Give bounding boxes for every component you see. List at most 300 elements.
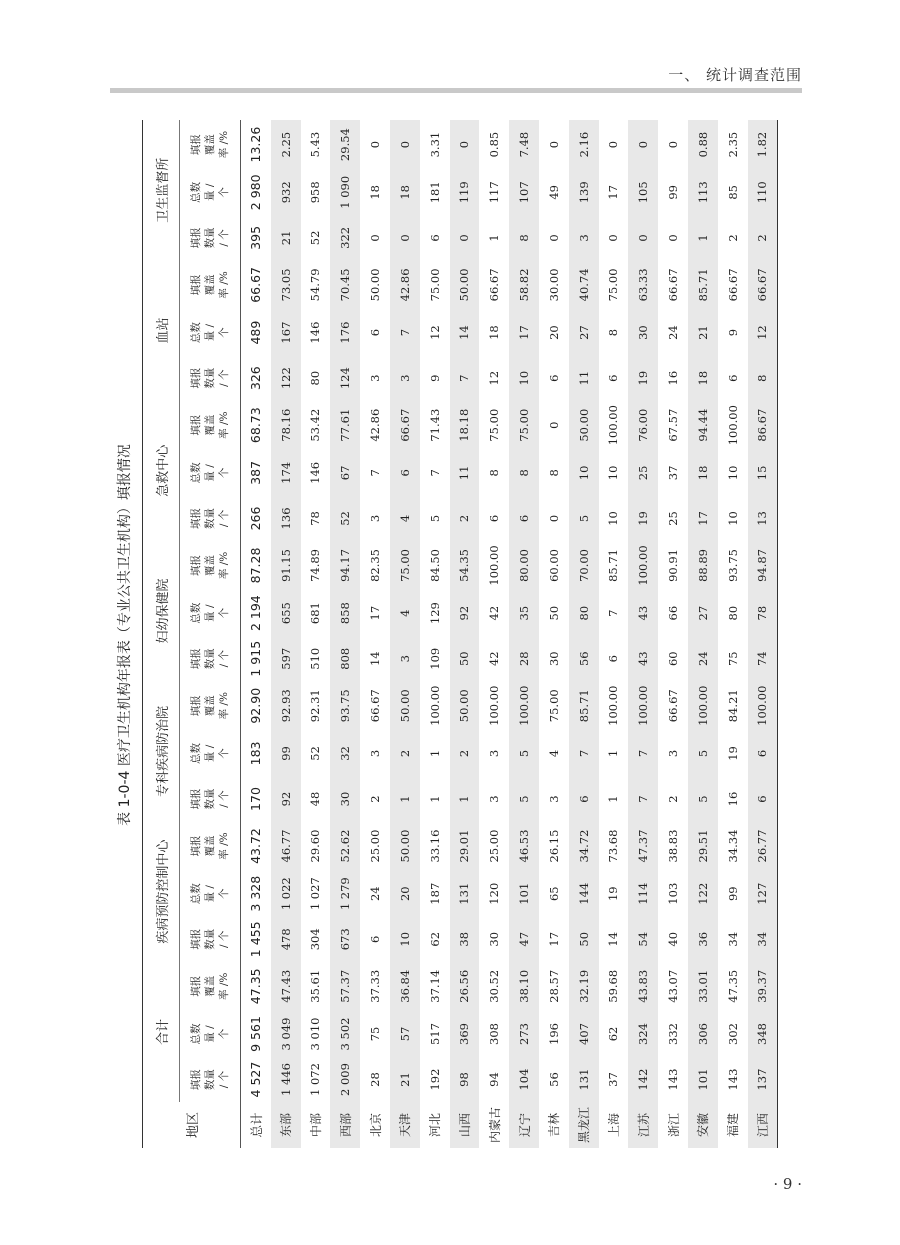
value-cell: 85.71 xyxy=(606,548,621,582)
value-cell: 77.61 xyxy=(330,401,360,450)
value-cell: 0 xyxy=(368,140,383,149)
value-cell: 88.89 xyxy=(688,541,718,590)
value-cell: 29.60 xyxy=(308,829,323,863)
value-cell: 26.77 xyxy=(748,821,778,870)
value-cell: 34.34 xyxy=(725,829,740,863)
value-cell: 43 xyxy=(628,590,658,636)
value-cell: 5 xyxy=(569,496,599,541)
group-header: 疾病预防控制中心 xyxy=(143,821,180,961)
value-cell: 75.00 xyxy=(487,408,502,442)
region-cell: 安徽 xyxy=(688,1102,718,1148)
value-cell: 2 xyxy=(748,215,778,260)
value-cell: 1 090 xyxy=(330,169,360,215)
value-cell: 32 xyxy=(330,730,360,776)
value-cell: 70.00 xyxy=(569,541,599,590)
value-cell: 0 xyxy=(390,215,420,260)
value-cell: 75.00 xyxy=(509,401,539,450)
value-cell: 3 xyxy=(487,795,502,803)
value-cell: 9 561 xyxy=(248,1016,264,1052)
value-cell: 66 xyxy=(666,605,681,621)
value-cell: 19 xyxy=(628,356,658,401)
value-cell: 119 xyxy=(450,169,480,215)
value-cell: 100.00 xyxy=(427,685,442,726)
value-cell: 510 xyxy=(308,647,323,670)
value-cell: 19 xyxy=(606,886,621,902)
value-cell: 99 xyxy=(725,886,740,902)
table-row xyxy=(628,120,658,1148)
value-cell: 3 010 xyxy=(308,1017,323,1051)
value-cell: 54.35 xyxy=(450,541,480,590)
region-cell: 中部 xyxy=(308,1113,323,1138)
value-cell: 50.00 xyxy=(569,401,599,450)
value-cell: 1 xyxy=(427,749,442,758)
value-cell: 6 xyxy=(390,450,420,496)
value-cell: 24 xyxy=(688,636,718,681)
value-cell: 93.75 xyxy=(330,681,360,730)
sub-header: 总数 量 / 个 xyxy=(180,1011,241,1057)
value-cell: 60.00 xyxy=(546,548,561,582)
value-cell: 73.05 xyxy=(271,260,301,309)
value-cell: 2 194 xyxy=(248,595,264,632)
value-cell: 94.44 xyxy=(688,401,718,450)
value-cell: 74.89 xyxy=(308,548,323,582)
value-cell: 25.00 xyxy=(487,829,502,863)
value-cell: 52 xyxy=(330,496,360,541)
value-cell: 1 xyxy=(427,795,442,803)
value-cell: 20 xyxy=(390,871,420,917)
value-cell: 93.75 xyxy=(725,548,740,582)
value-cell: 0 xyxy=(606,234,621,242)
value-cell: 2.25 xyxy=(271,120,301,169)
sub-header: 填报 数量 / 个 xyxy=(180,215,241,260)
value-cell: 84.50 xyxy=(427,548,442,582)
value-cell: 47.35 xyxy=(725,969,740,1003)
value-cell: 124 xyxy=(330,356,360,401)
value-cell: 9 xyxy=(427,374,442,382)
value-cell: 105 xyxy=(628,169,658,215)
value-cell: 47 xyxy=(509,917,539,962)
value-cell: 6 xyxy=(427,234,442,242)
sub-header: 填报 覆盖 率 /% xyxy=(180,260,241,309)
value-cell: 6 xyxy=(368,935,383,943)
value-cell: 67.57 xyxy=(666,408,681,442)
value-cell: 26.56 xyxy=(450,962,480,1011)
group-header: 合计 xyxy=(143,962,180,1102)
region-cell: 江西 xyxy=(748,1102,778,1148)
value-cell: 33.16 xyxy=(427,829,442,863)
value-cell: 52.62 xyxy=(330,821,360,870)
value-cell: 66.67 xyxy=(248,267,264,303)
value-cell: 56 xyxy=(569,636,599,681)
value-cell: 87.28 xyxy=(248,547,264,584)
value-cell: 6 xyxy=(569,777,599,822)
value-cell: 34.72 xyxy=(569,821,599,870)
value-cell: 39.37 xyxy=(748,962,778,1011)
value-cell: 18 xyxy=(487,325,502,340)
value-cell: 3 049 xyxy=(271,1011,301,1057)
value-cell: 10 xyxy=(509,356,539,401)
value-cell: 0.85 xyxy=(487,131,502,158)
value-cell: 30 xyxy=(330,777,360,822)
value-cell: 94.17 xyxy=(330,541,360,590)
value-cell: 10 xyxy=(606,511,621,526)
value-cell: 20 xyxy=(546,325,561,340)
sub-header: 填报 覆盖 率 /% xyxy=(180,401,241,450)
value-cell: 0 xyxy=(546,140,561,149)
value-cell: 107 xyxy=(509,169,539,215)
value-cell: 37.14 xyxy=(427,969,442,1003)
value-cell: 66.67 xyxy=(725,268,740,302)
value-cell: 143 xyxy=(725,1068,740,1091)
value-cell: 7 xyxy=(628,777,658,822)
value-cell: 60 xyxy=(666,651,681,667)
value-cell: 86.67 xyxy=(748,401,778,450)
value-cell: 489 xyxy=(248,320,264,345)
value-cell: 2 xyxy=(450,496,480,541)
value-cell: 0 xyxy=(390,120,420,169)
value-cell: 63.33 xyxy=(628,260,658,309)
value-cell: 38 xyxy=(450,917,480,962)
header-rule xyxy=(110,88,802,93)
sub-header: 填报 覆盖 率 /% xyxy=(180,821,241,870)
value-cell: 36.84 xyxy=(390,962,420,1011)
value-cell: 0 xyxy=(368,234,383,242)
value-cell: 101 xyxy=(509,871,539,917)
value-cell: 75.00 xyxy=(606,268,621,302)
value-cell: 7 xyxy=(606,609,621,617)
value-cell: 12 xyxy=(427,325,442,340)
value-cell: 1 455 xyxy=(248,921,264,958)
value-cell: 387 xyxy=(248,460,264,485)
sub-header: 填报 数量 / 个 xyxy=(180,636,241,681)
value-cell: 10 xyxy=(606,465,621,481)
value-cell: 1 xyxy=(606,795,621,803)
value-cell: 1 xyxy=(606,749,621,758)
region-cell: 河北 xyxy=(428,1113,443,1138)
value-cell: 1 xyxy=(450,777,480,822)
value-cell: 15 xyxy=(748,450,778,496)
sub-header: 填报 覆盖 率 /% xyxy=(180,962,241,1011)
value-cell: 24 xyxy=(666,325,681,340)
value-cell: 304 xyxy=(308,928,323,951)
value-cell: 3 xyxy=(487,749,502,758)
value-cell: 395 xyxy=(248,225,264,250)
value-cell: 78.16 xyxy=(271,401,301,450)
region-cell: 黑龙江 xyxy=(569,1102,599,1148)
value-cell: 100.00 xyxy=(487,685,502,726)
value-cell: 16 xyxy=(725,791,740,807)
value-cell: 66.67 xyxy=(368,689,383,723)
value-cell: 50.00 xyxy=(390,681,420,730)
value-cell: 57 xyxy=(390,1011,420,1057)
value-cell: 597 xyxy=(271,636,301,681)
value-cell: 10 xyxy=(725,511,740,526)
value-cell: 34 xyxy=(725,931,740,947)
region-cell: 江苏 xyxy=(628,1102,658,1148)
value-cell: 25 xyxy=(666,511,681,526)
value-cell: 4 527 xyxy=(248,1061,264,1098)
region-column-header: 地区 xyxy=(143,1102,241,1148)
value-cell: 33.01 xyxy=(688,962,718,1011)
value-cell: 29.51 xyxy=(688,821,718,870)
value-cell: 478 xyxy=(271,917,301,962)
value-cell: 1 446 xyxy=(271,1057,301,1102)
value-cell: 3 xyxy=(368,749,383,758)
value-cell: 50.00 xyxy=(368,268,383,302)
value-cell: 7 xyxy=(390,309,420,355)
value-cell: 100.00 xyxy=(487,545,502,586)
table-row xyxy=(450,120,480,1148)
sub-header: 总数 量 / 个 xyxy=(180,450,241,496)
value-cell: 27 xyxy=(569,309,599,355)
value-cell: 19 xyxy=(725,746,740,761)
value-cell: 50.00 xyxy=(390,821,420,870)
value-cell: 3 xyxy=(666,749,681,758)
value-cell: 100.00 xyxy=(688,681,718,730)
value-cell: 37.33 xyxy=(368,969,383,1003)
value-cell: 2 xyxy=(725,234,740,242)
value-cell: 7.48 xyxy=(509,120,539,169)
value-cell: 144 xyxy=(569,871,599,917)
value-cell: 1.82 xyxy=(748,120,778,169)
value-cell: 6 xyxy=(748,777,778,822)
table-row xyxy=(718,120,748,1148)
value-cell: 50 xyxy=(450,636,480,681)
value-cell: 42 xyxy=(487,605,502,621)
sub-header: 填报 数量 / 个 xyxy=(180,1057,241,1102)
value-cell: 122 xyxy=(271,356,301,401)
table-row xyxy=(569,120,599,1148)
region-cell: 天津 xyxy=(390,1102,420,1148)
value-cell: 16 xyxy=(666,370,681,386)
value-cell: 76.00 xyxy=(628,401,658,450)
value-cell: 332 xyxy=(666,1023,681,1045)
value-cell: 3 xyxy=(368,374,383,382)
table-row xyxy=(748,120,778,1148)
value-cell: 2 009 xyxy=(330,1057,360,1102)
value-cell: 35.61 xyxy=(308,969,323,1003)
rotated-content xyxy=(110,110,802,1160)
table-row xyxy=(360,120,390,1148)
value-cell: 92.93 xyxy=(271,681,301,730)
value-cell: 17 xyxy=(368,605,383,621)
value-cell: 66.67 xyxy=(390,401,420,450)
value-cell: 94 xyxy=(487,1072,502,1087)
value-cell: 21 xyxy=(688,309,718,355)
value-cell: 4 xyxy=(390,590,420,636)
value-cell: 37 xyxy=(666,465,681,481)
value-cell: 4 xyxy=(546,749,561,758)
value-cell: 99 xyxy=(666,185,681,200)
value-cell: 62 xyxy=(606,1026,621,1042)
value-cell: 0 xyxy=(450,215,480,260)
value-cell: 26.15 xyxy=(546,829,561,863)
value-cell: 48 xyxy=(308,791,323,807)
value-cell: 7 xyxy=(450,356,480,401)
table-body xyxy=(241,120,778,1148)
value-cell: 187 xyxy=(427,882,442,905)
value-cell: 21 xyxy=(271,215,301,260)
sub-header: 填报 覆盖 率 /% xyxy=(180,541,241,590)
value-cell: 27 xyxy=(688,590,718,636)
value-cell: 6 xyxy=(509,496,539,541)
value-cell: 92.90 xyxy=(248,687,264,724)
value-cell: 131 xyxy=(450,871,480,917)
value-cell: 49 xyxy=(546,185,561,200)
value-cell: 12 xyxy=(748,309,778,355)
value-cell: 348 xyxy=(748,1011,778,1057)
value-cell: 59.68 xyxy=(606,969,621,1003)
data-table xyxy=(142,120,778,1148)
value-cell: 183 xyxy=(248,741,264,766)
value-cell: 932 xyxy=(271,169,301,215)
value-cell: 66.67 xyxy=(487,268,502,302)
value-cell: 66.67 xyxy=(748,260,778,309)
value-cell: 8 xyxy=(606,328,621,337)
value-cell: 54 xyxy=(628,917,658,962)
value-cell: 73.68 xyxy=(606,829,621,863)
sub-header-row xyxy=(180,120,241,1148)
value-cell: 42 xyxy=(487,651,502,667)
value-cell: 109 xyxy=(427,647,442,670)
sub-header: 总数 量 / 个 xyxy=(180,871,241,917)
value-cell: 517 xyxy=(427,1023,442,1045)
value-cell: 6 xyxy=(546,374,561,382)
value-cell: 92.31 xyxy=(308,689,323,723)
value-cell: 40.74 xyxy=(569,260,599,309)
value-cell: 117 xyxy=(487,181,502,204)
value-cell: 369 xyxy=(450,1011,480,1057)
value-cell: 14 xyxy=(606,931,621,947)
sub-header: 总数 量 / 个 xyxy=(180,309,241,355)
value-cell: 78 xyxy=(748,590,778,636)
value-cell: 37 xyxy=(606,1072,621,1087)
value-cell: 127 xyxy=(748,871,778,917)
value-cell: 80 xyxy=(725,605,740,621)
value-cell: 0 xyxy=(628,215,658,260)
value-cell: 11 xyxy=(569,356,599,401)
value-cell: 85.71 xyxy=(569,681,599,730)
value-cell: 3.31 xyxy=(427,131,442,158)
value-cell: 42.86 xyxy=(390,260,420,309)
value-cell: 19 xyxy=(628,496,658,541)
value-cell: 0.88 xyxy=(688,120,718,169)
value-cell: 12 xyxy=(487,370,502,386)
value-cell: 3 328 xyxy=(248,875,264,912)
value-cell: 8 xyxy=(487,469,502,477)
value-cell: 21 xyxy=(390,1057,420,1102)
value-cell: 50.00 xyxy=(450,260,480,309)
value-cell: 56 xyxy=(546,1072,561,1087)
value-cell: 53.42 xyxy=(308,408,323,442)
rotated-table-area xyxy=(110,110,802,1160)
value-cell: 9 xyxy=(725,328,740,337)
value-cell: 11 xyxy=(450,450,480,496)
value-cell: 6 xyxy=(725,374,740,382)
value-cell: 80 xyxy=(308,370,323,386)
value-cell: 174 xyxy=(271,450,301,496)
value-cell: 2.16 xyxy=(569,120,599,169)
value-cell: 43.83 xyxy=(628,962,658,1011)
table-row xyxy=(509,120,539,1148)
table-row xyxy=(271,120,301,1148)
value-cell: 137 xyxy=(748,1057,778,1102)
value-cell: 85.71 xyxy=(688,260,718,309)
value-cell: 129 xyxy=(427,602,442,625)
value-cell: 17 xyxy=(509,309,539,355)
value-cell: 146 xyxy=(308,461,323,484)
table-title: 表 1-0-4 医疗卫生机构年报表（专业公共卫生机构）填报情况 xyxy=(117,444,133,826)
value-cell: 808 xyxy=(330,636,360,681)
value-cell: 98 xyxy=(450,1057,480,1102)
value-cell: 47.43 xyxy=(271,962,301,1011)
page-number: · 9 · xyxy=(773,1175,802,1193)
value-cell: 407 xyxy=(569,1011,599,1057)
value-cell: 18 xyxy=(390,169,420,215)
value-cell: 75 xyxy=(368,1026,383,1042)
value-cell: 100.00 xyxy=(628,541,658,590)
value-cell: 3 xyxy=(546,795,561,803)
value-cell: 10 xyxy=(569,450,599,496)
value-cell: 306 xyxy=(688,1011,718,1057)
value-cell: 18.18 xyxy=(450,401,480,450)
value-cell: 2 xyxy=(390,730,420,776)
sub-header: 总数 量 / 个 xyxy=(180,590,241,636)
table-row xyxy=(688,120,718,1148)
value-cell: 114 xyxy=(628,871,658,917)
value-cell: 30 xyxy=(628,309,658,355)
value-cell: 24 xyxy=(368,886,383,902)
value-cell: 28 xyxy=(368,1072,383,1087)
value-cell: 43 xyxy=(628,636,658,681)
value-cell: 273 xyxy=(509,1011,539,1057)
value-cell: 94.87 xyxy=(748,541,778,590)
value-cell: 1 xyxy=(487,234,502,242)
value-cell: 104 xyxy=(509,1057,539,1102)
value-cell: 18 xyxy=(368,185,383,200)
region-cell: 北京 xyxy=(368,1113,383,1138)
value-cell: 324 xyxy=(628,1011,658,1057)
region-cell: 西部 xyxy=(330,1102,360,1148)
region-cell: 东部 xyxy=(271,1102,301,1148)
value-cell: 30.00 xyxy=(546,268,561,302)
value-cell: 5 xyxy=(509,777,539,822)
value-cell: 1 072 xyxy=(308,1063,323,1097)
value-cell: 0 xyxy=(546,514,561,523)
value-cell: 50.00 xyxy=(450,681,480,730)
value-cell: 17 xyxy=(688,496,718,541)
value-cell: 101 xyxy=(688,1057,718,1102)
value-cell: 92 xyxy=(450,590,480,636)
value-cell: 90.91 xyxy=(666,548,681,582)
value-cell: 0 xyxy=(606,140,621,149)
value-cell: 5 xyxy=(509,730,539,776)
value-cell: 266 xyxy=(248,506,264,531)
value-cell: 34 xyxy=(748,917,778,962)
value-cell: 7 xyxy=(569,730,599,776)
group-header: 卫生监督所 xyxy=(143,120,180,260)
value-cell: 2 xyxy=(666,795,681,803)
value-cell: 78 xyxy=(308,511,323,526)
value-cell: 80.00 xyxy=(509,541,539,590)
value-cell: 5 xyxy=(688,730,718,776)
value-cell: 40 xyxy=(666,931,681,947)
value-cell: 5 xyxy=(688,777,718,822)
table-row xyxy=(539,120,569,1148)
value-cell: 3 502 xyxy=(330,1011,360,1057)
value-cell: 136 xyxy=(271,496,301,541)
value-cell: 3 xyxy=(368,514,383,523)
